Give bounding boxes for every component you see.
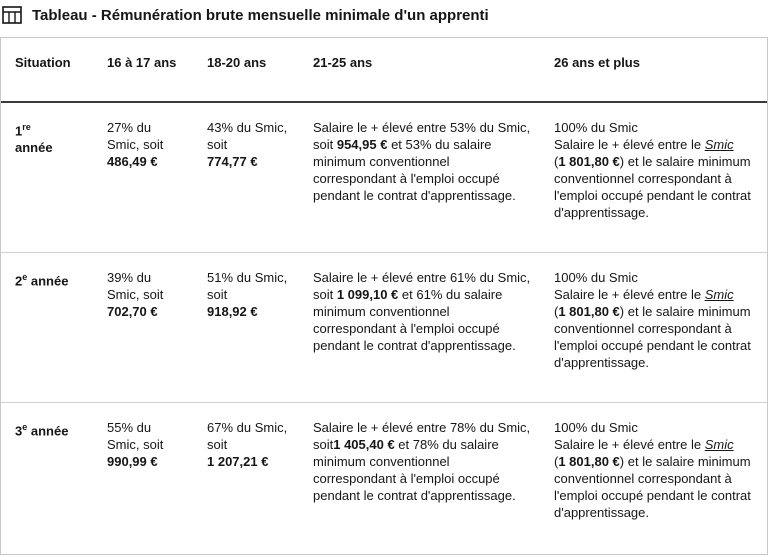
header-situation: Situation	[15, 55, 71, 70]
header-21-25: 21-25 ans	[313, 55, 373, 70]
cell-26-plus: 100% du Smic Salaire le + élevé entre le Smic (1 801,80 €) et le salaire minimum conventionnel correspondant à l'emploi occupé pendant le contrat d'apprentissage.	[554, 269, 751, 370]
salary-table-frame	[0, 37, 768, 555]
table-header-row	[1, 38, 767, 102]
cell-18-20: 67% du Smic, soit 1 207,21 €	[207, 419, 288, 469]
smic-link[interactable]: Smic	[704, 436, 734, 452]
cell-21-25: Salaire le + élevé entre 61% du Smic, soit 1 099,10 € et 61% du salaire minimum conventionnel correspondant à l'emploi occupé pendant le contrat d'apprentissage.	[313, 269, 531, 353]
table-caption	[0, 0, 768, 30]
salary-table	[1, 38, 767, 552]
table-icon	[2, 6, 24, 24]
situation-cell: 3e année	[15, 421, 69, 438]
cell-18-20: 51% du Smic, soit 918,92 €	[207, 269, 288, 319]
cell-26-plus: 100% du Smic Salaire le + élevé entre le Smic (1 801,80 €) et le salaire minimum conventionnel correspondant à l'emploi occupé pendant le contrat d'apprentissage.	[554, 120, 751, 220]
smic-link[interactable]: Smic	[704, 286, 734, 302]
situation-cell: 2e année	[15, 271, 69, 288]
caption-text: Tableau - Rémunération brute mensuelle minimale d'un apprenti	[32, 6, 489, 24]
table-row	[1, 252, 767, 402]
header-18-20: 18-20 ans	[207, 55, 267, 70]
header-26-plus: 26 ans et plus	[554, 55, 640, 70]
smic-link[interactable]: Smic	[704, 137, 734, 152]
table-row	[1, 102, 767, 252]
table-row	[1, 402, 767, 552]
header-16-17: 16 à 17 ans	[107, 55, 177, 70]
cell-21-25: Salaire le + élevé entre 78% du Smic, soit1 405,40 € et 78% du salaire minimum conventionnel correspondant à l'emploi occupé pendant le contrat d'apprentissage.	[313, 419, 531, 503]
situation-cell: 1re année	[15, 122, 53, 156]
cell-16-17: 27% du Smic, soit 486,49 €	[107, 120, 164, 169]
cell-16-17: 39% du Smic, soit 702,70 €	[107, 269, 164, 319]
cell-21-25: Salaire le + élevé entre 53% du Smic, soit 954,95 € et 53% du salaire minimum conventionnel correspondant à l'emploi occupé pendant le contrat d'apprentissage.	[313, 120, 531, 203]
cell-18-20: 43% du Smic, soit 774,77 €	[207, 120, 288, 169]
cell-16-17: 55% du Smic, soit 990,99 €	[107, 419, 164, 469]
cell-26-plus: 100% du Smic Salaire le + élevé entre le Smic (1 801,80 €) et le salaire minimum conventionnel correspondant à l'emploi occupé pendant le contrat d'apprentissage.	[554, 419, 751, 520]
